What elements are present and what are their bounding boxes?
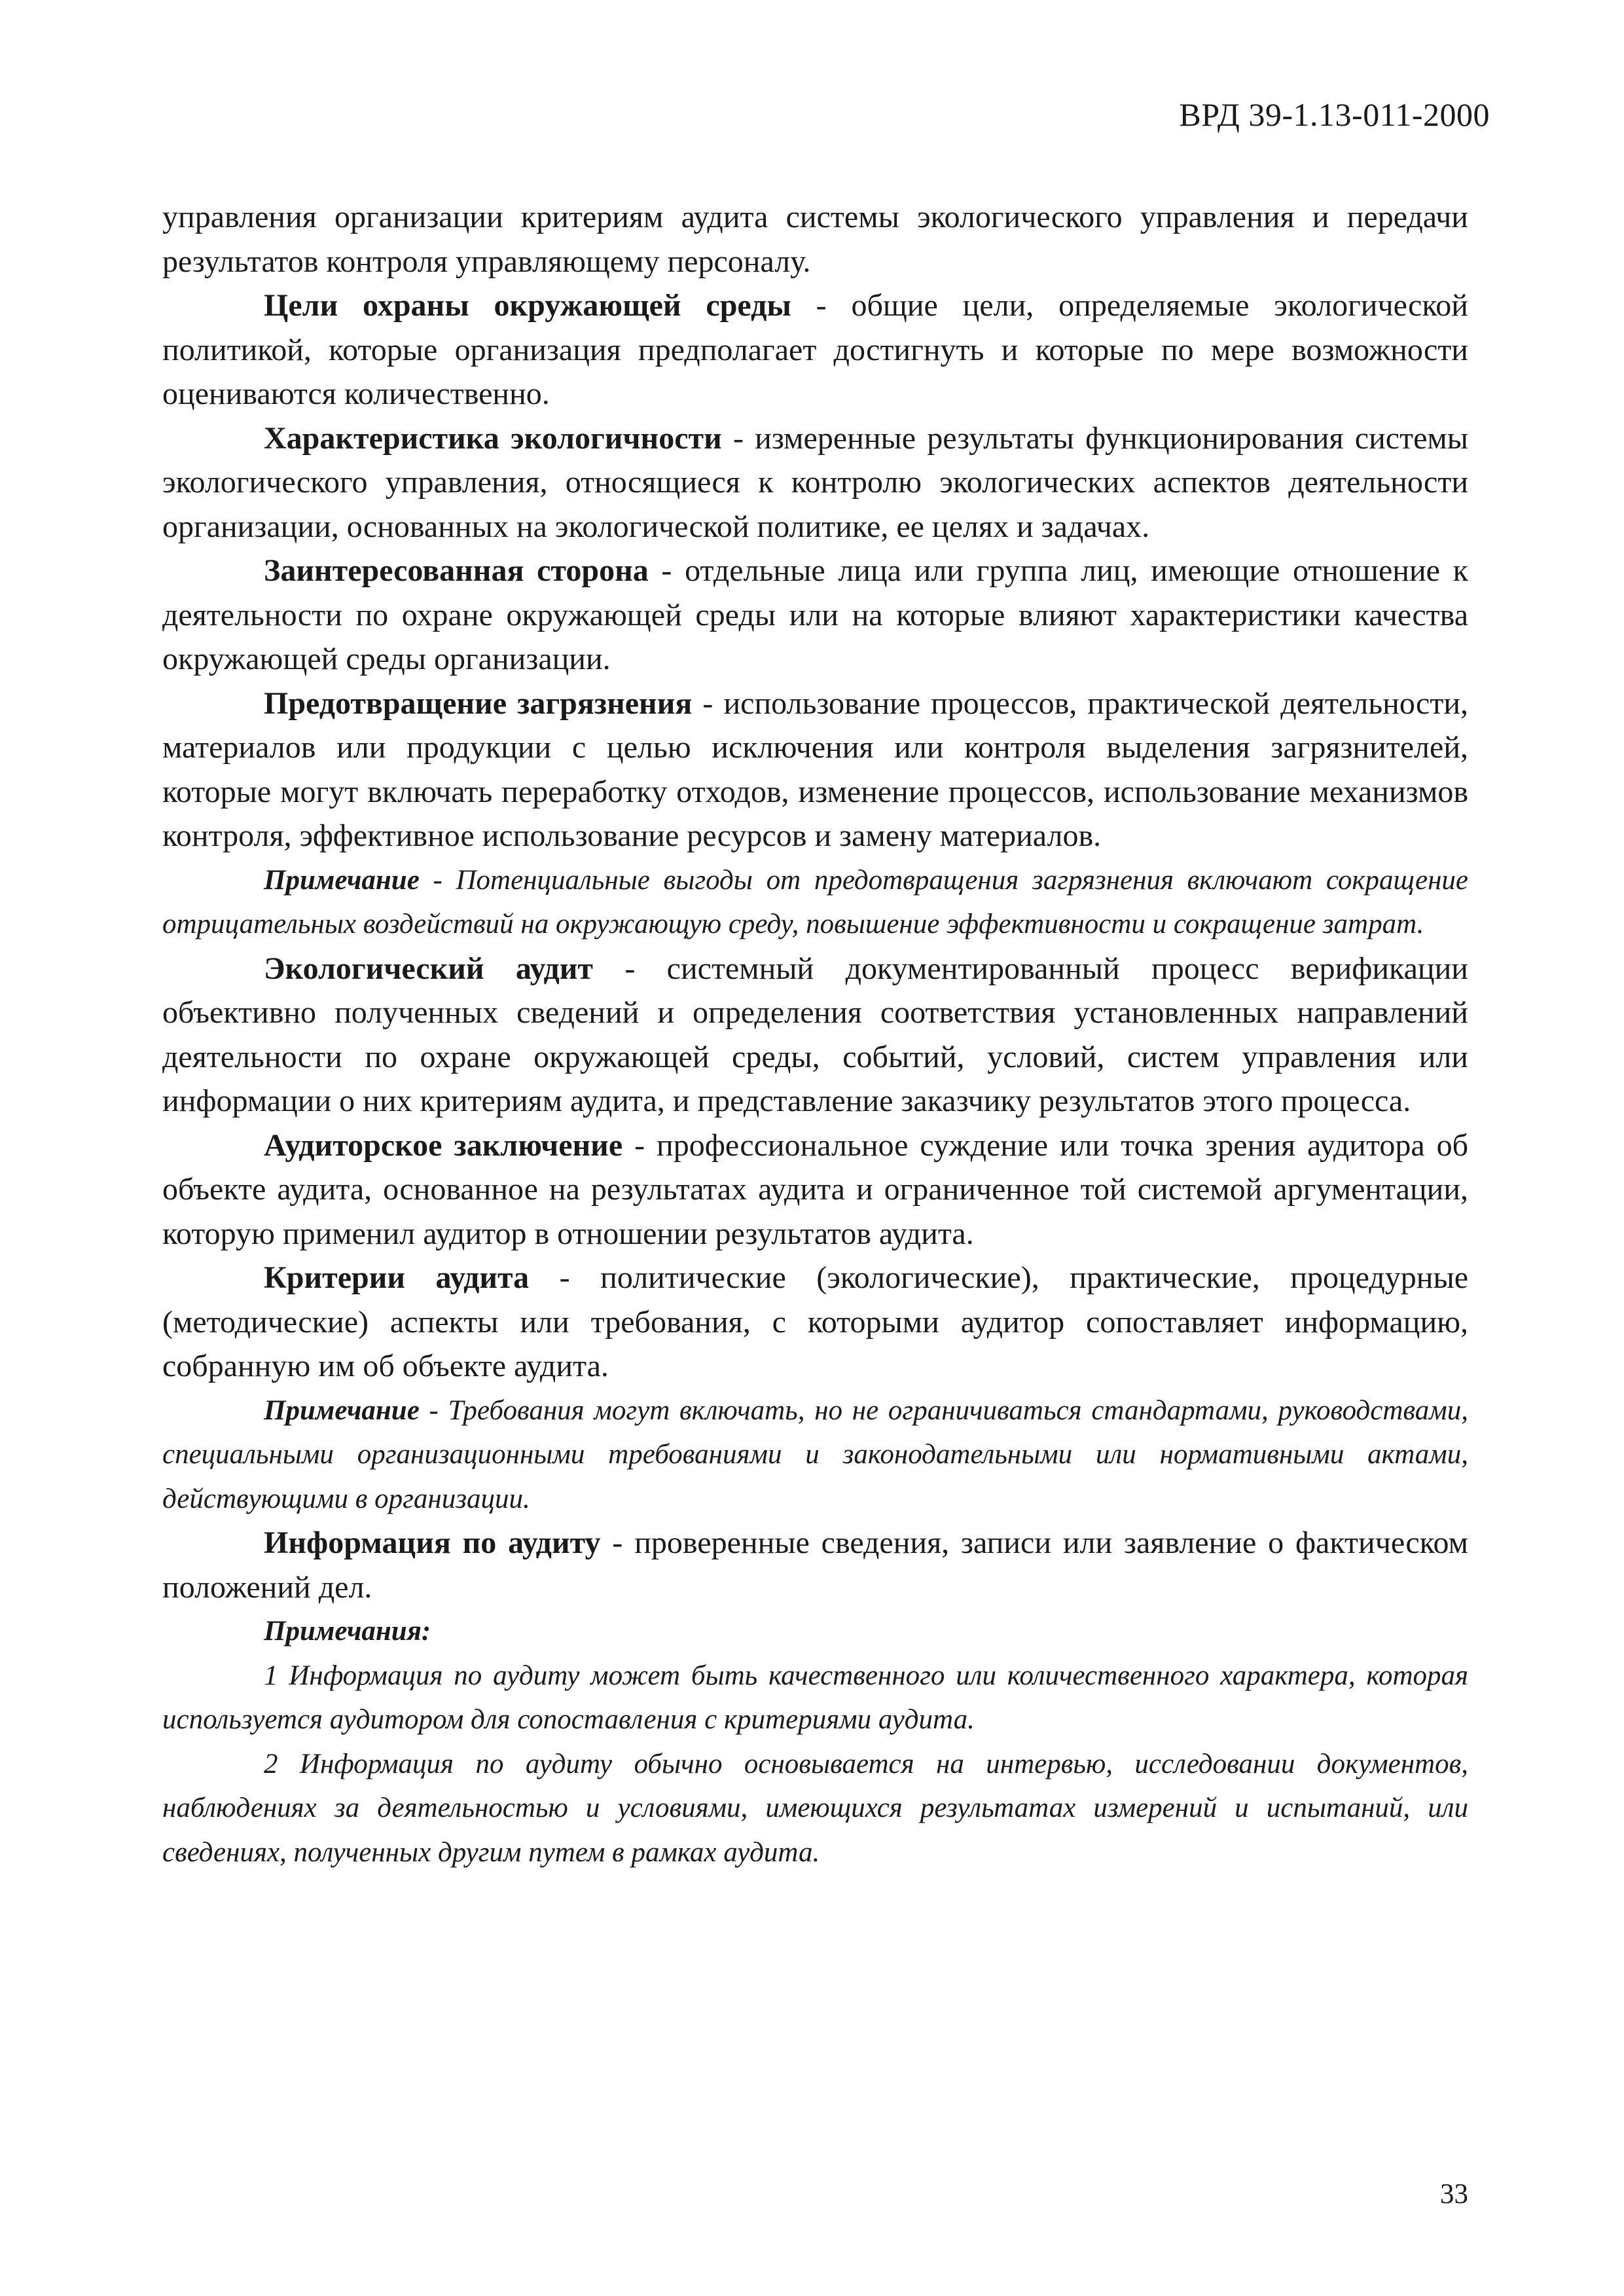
definition-text: - общие цели, определяемые экологической политикой, которые организация предполагает достигнуть и которые по мере возможности оцениваются количественно. — [162, 288, 1468, 411]
note-pollution-prevention — [162, 858, 1468, 947]
note-label: Примечание — [264, 1394, 420, 1426]
definition-audit-criteria — [162, 1256, 1468, 1389]
definition-term: Заинтересованная сторона — [264, 553, 649, 588]
definition-eco-audit — [162, 947, 1468, 1123]
notes-heading: Примечания: — [264, 1616, 431, 1647]
definition-term: Предотвращение загрязнения — [264, 685, 693, 721]
definition-term: Характеристика экологичности — [264, 420, 722, 456]
definition-audit-information — [162, 1521, 1468, 1609]
note-text: - Требования могут включать, но не ограничиваться стандартами, руководствами, специальными организационными требованиями и законодательными или нормативными актами, действующими в организации. — [162, 1394, 1468, 1514]
definition-pollution-prevention — [162, 682, 1468, 858]
definition-text: - политические (экологические), практические, процедурные (методические) аспекты или требования, с которыми аудитор сопоставляет информацию, собранную им об объекте аудита. — [162, 1260, 1468, 1383]
note-label: Примечание — [264, 864, 420, 896]
definition-term: Цели охраны окружающей среды — [264, 288, 791, 323]
note-item-2: 2 Информация по аудиту обычно основывается на интервью, исследовании документов, наблюдениях за деятельностью и условиями, имеющихся результатах измерений и испытаний, или сведениях, полученных другим путем в рамках аудита. — [162, 1748, 1468, 1868]
definition-text: - измеренные результаты функционирования системы экологического управления, относящиеся к контролю экологических аспектов деятельности организации, основанных на экологической политике, ее целях и задачах. — [162, 420, 1469, 544]
definition-eco-performance — [162, 416, 1468, 549]
definition-text: - отдельные лица или группа лиц, имеющие отношение к деятельности по охране окружающей среды или на которые влияют характеристики качества окружающей среды организации. — [162, 553, 1468, 676]
definition-term: Критерии аудита — [264, 1260, 530, 1295]
document-body — [162, 195, 1468, 1874]
definition-environmental-goals — [162, 283, 1468, 416]
page-number: 33 — [1440, 2179, 1468, 2210]
definition-term: Аудиторское заключение — [264, 1127, 623, 1163]
paragraph-continuation: управления организации критериям аудита системы экологического управления и передачи результатов контроля управляющему персоналу. — [162, 200, 1468, 279]
definition-text: - использование процессов, практической деятельности, материалов или продукции с целью исключения или контроля выделения загрязнителей, которые могут включать переработку отходов, изменение процессов, использование механизмов контроля, эффективное использование ресурсов и замену материалов. — [162, 685, 1469, 853]
note-item-1: 1 Информация по аудиту может быть качественного или количественного характера, которая используется аудитором для сопоставления с критериями аудита. — [162, 1660, 1468, 1735]
definition-text: - проверенные сведения, записи или заявление о фактическом положений дел. — [162, 1525, 1468, 1605]
definition-term: Информация по аудиту — [264, 1525, 601, 1560]
definition-text: - профессиональное суждение или точка зрения аудитора об объекте аудита, основанное на результатах аудита и ограниченное той системой аргументации, которую применил аудитор в отношении результатов аудита. — [162, 1127, 1468, 1251]
definition-audit-conclusion — [162, 1123, 1468, 1256]
note-audit-criteria — [162, 1389, 1468, 1522]
document-code: ВРД 39-1.13-011-2000 — [1179, 96, 1490, 133]
definition-term: Экологический аудит — [264, 951, 593, 986]
note-text: - Потенциальные выгоды от предотвращения загрязнения включают сокращение отрицательных воздействий на окружающую среду, повышение эффективности и сокращение затрат. — [162, 864, 1468, 939]
definition-interested-party — [162, 549, 1468, 682]
definition-text: - системный документированный процесс верификации объективно полученных сведений и определения соответствия установленных направлений деятельности по охране окружающей среды, событий, условий, систем управления или информации о них критериям аудита, и представление заказчику результатов этого процесса. — [162, 951, 1468, 1118]
